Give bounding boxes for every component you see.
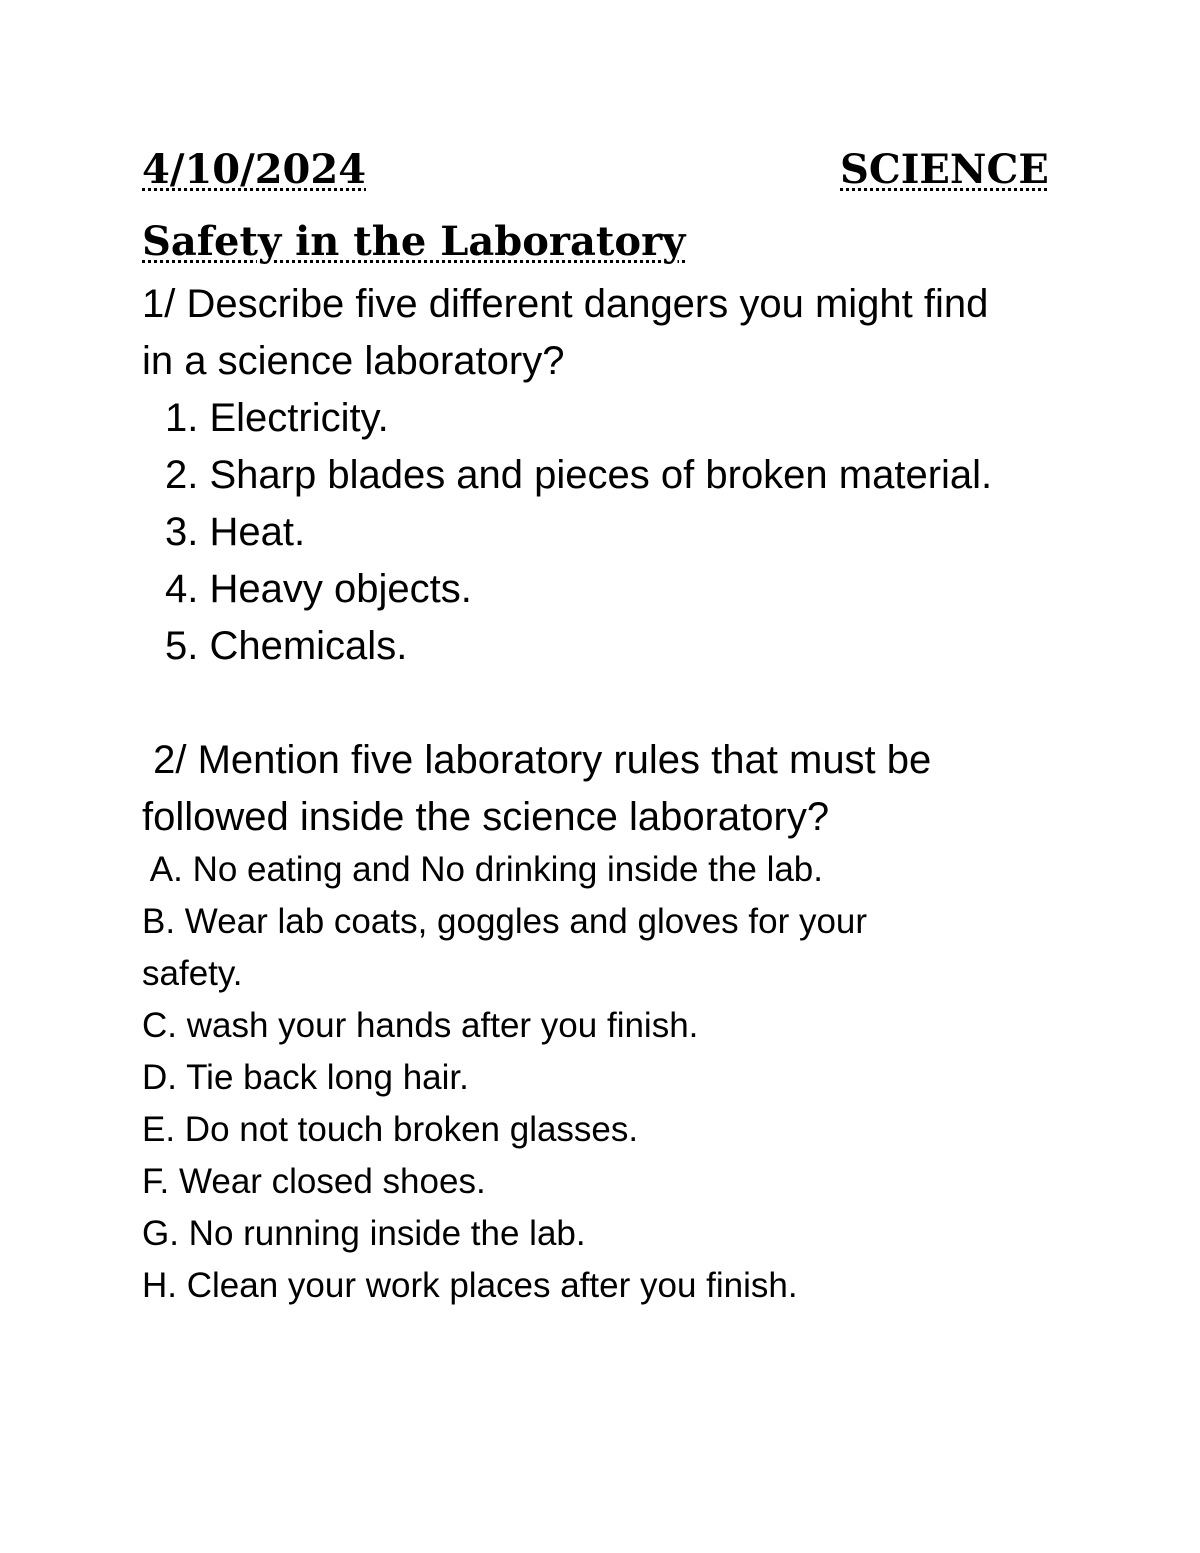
danger-item: 4. Heavy objects. (165, 567, 472, 611)
rule-item: G. No running inside the lab. (142, 1214, 586, 1253)
rule-item: F. Wear closed shoes. (142, 1162, 486, 1201)
date-heading: 4/10/2024 (142, 146, 367, 193)
danger-item: 5. Chemicals. (165, 624, 408, 668)
question-2-line-2: followed inside the science laboratory? (142, 795, 830, 839)
question-1-line-2: in a science laboratory? (142, 339, 565, 383)
rule-item: D. Tie back long hair. (142, 1058, 469, 1097)
rule-item: B. Wear lab coats, goggles and gloves for your (142, 902, 868, 941)
danger-item: 2. Sharp blades and pieces of broken material. (165, 453, 993, 497)
rule-item: A. No eating and No drinking inside the lab. (142, 850, 823, 889)
rule-item: H. Clean your work places after you finish. (142, 1266, 798, 1305)
question-2-line-1: 2/ Mention five laboratory rules that must be (142, 738, 932, 782)
subject-heading: SCIENCE (840, 146, 1049, 193)
danger-item: 3. Heat. (165, 510, 306, 554)
question-1-line-1: 1/ Describe five different dangers you might find (142, 282, 989, 326)
rule-item: safety. (142, 954, 243, 993)
page-title: Safety in the Laboratory (142, 218, 686, 265)
rule-item: C. wash your hands after you finish. (142, 1006, 699, 1045)
rule-item: E. Do not touch broken glasses. (142, 1110, 639, 1149)
danger-item: 1. Electricity. (165, 396, 389, 440)
